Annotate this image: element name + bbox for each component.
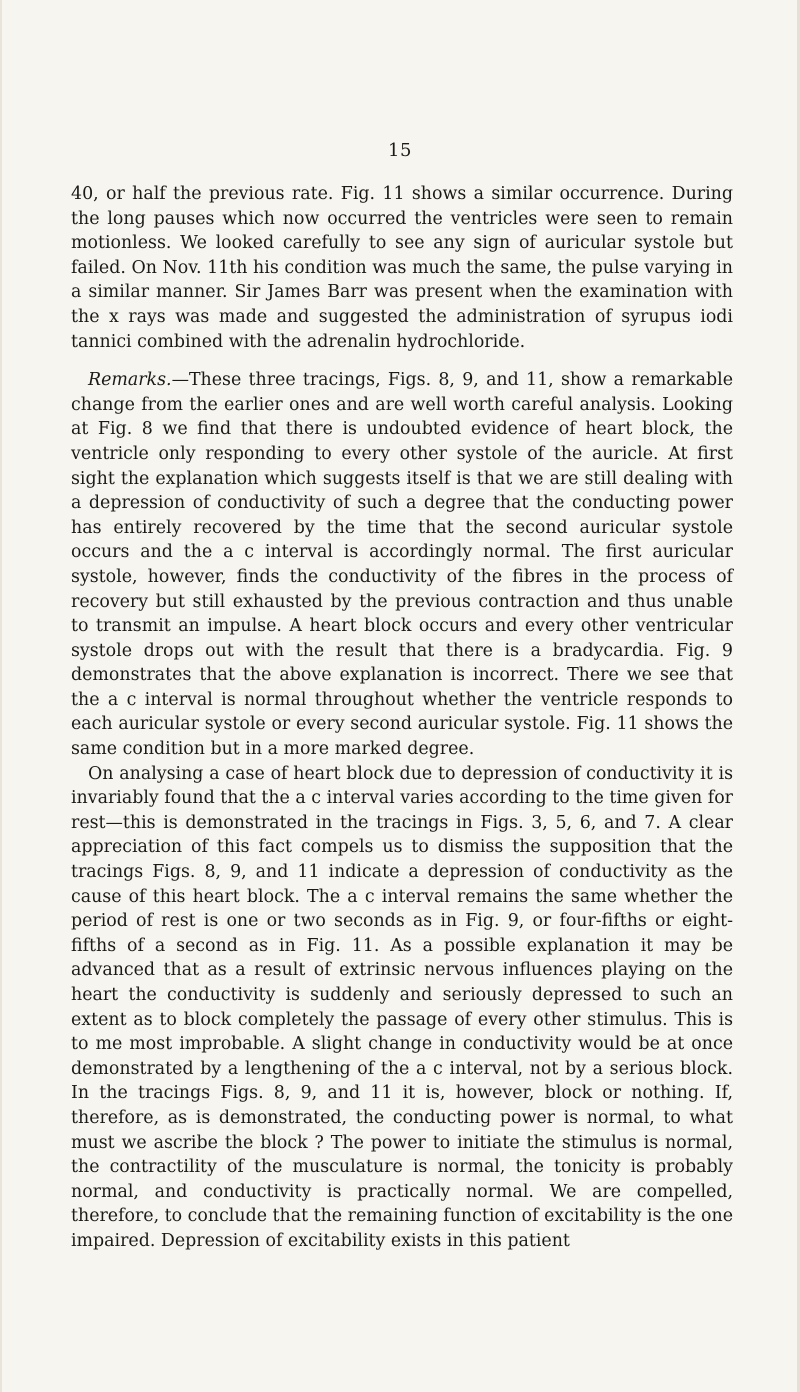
paragraph-text: 40, or half the previous rate. Fig. 11 shows a similar occurrence. During the long pauses which now occurred the ventricles were seen to remain motionless. We looked carefully to see any sign of auricular systole but failed. On Nov. 11th his condition was much the same, the pulse varying in a similar manner. Sir James Barr was present when the examination with the x rays was made and suggested the administration of syrupus iodi tannici combined with the adrenalin hydrochloride.: [71, 184, 733, 352]
paragraph-text: On analysing a case of heart block due to depression of conductivity it is invariably found that the a c interval varies according to the time given for rest—this is demonstrated in the tracings in Figs. 3, 5, 6, and 7. A clear appreciation of this fact compels us to dismiss the supposition that the tracings Figs. 8, 9, and 11 indicate a depression of conductivity as the cause of this heart block. The a c interval remains the same whether the period of rest is one or two seconds as in Fig. 9, or four-fifths or eight-fifths of a second as in Fig. 11. As a possible explanation it may be advanced that as a result of extrinsic nervous influences playing on the heart the conductivity is suddenly and seriously depressed to such an extent as to block completely the passage of every other stimulus. This is to me most improbable. A slight change in conductivity would be at once demonstrated by a lengthening of the a c interval, not by a serious block. In the tracings Figs. 8, 9, and 11 it is, however, block or nothing. If, therefore, as is demonstrated, the conducting power is normal, to what must we ascribe the block ? The power to initiate the stimulus is normal, the contractility of the musculature is normal, the tonicity is probably normal, and conductivity is practically normal. We are compelled, therefore, to conclude that the remaining function of excitability is the one impaired. Depression of excitability exists in this patient: [71, 763, 733, 1251]
body-text: [71, 182, 733, 1254]
paragraph-text: —These three tracings, Figs. 8, 9, and 11, show a remarkable change from the earlier ones and are well worth careful analysis. Looking at Fig. 8 we find that there is undoubted evidence of heart block, the ventricle only responding to every other systole of the auricle. At first sight the explanation which suggests itself is that we are still dealing with a depression of conductivity of such a degree that the conducting power has entirely recovered by the time that the second auricular systole occurs and the a c interval is accordingly normal. The first auricular systole, however, finds the conductivity of the fibres in the process of recovery but still exhausted by the previous contraction and thus unable to transmit an impulse. A heart block occurs and every other ventricular systole drops out with the result that there is a bradycardia. Fig. 9 demonstrates that the above explanation is incorrect. There we see that the a c interval is normal throughout whether the ventricle responds to each auricular systole or every second auricular systole. Fig. 11 shows the same condition but in a more marked degree.: [71, 370, 733, 760]
page-number: 15: [388, 140, 412, 161]
remarks-heading: Remarks.: [88, 370, 172, 391]
paragraph-case-continuation: [71, 182, 733, 354]
page-left-edge: [0, 0, 2, 1392]
paragraph-analysis: [71, 762, 733, 1254]
paragraph-remarks: [71, 368, 733, 762]
